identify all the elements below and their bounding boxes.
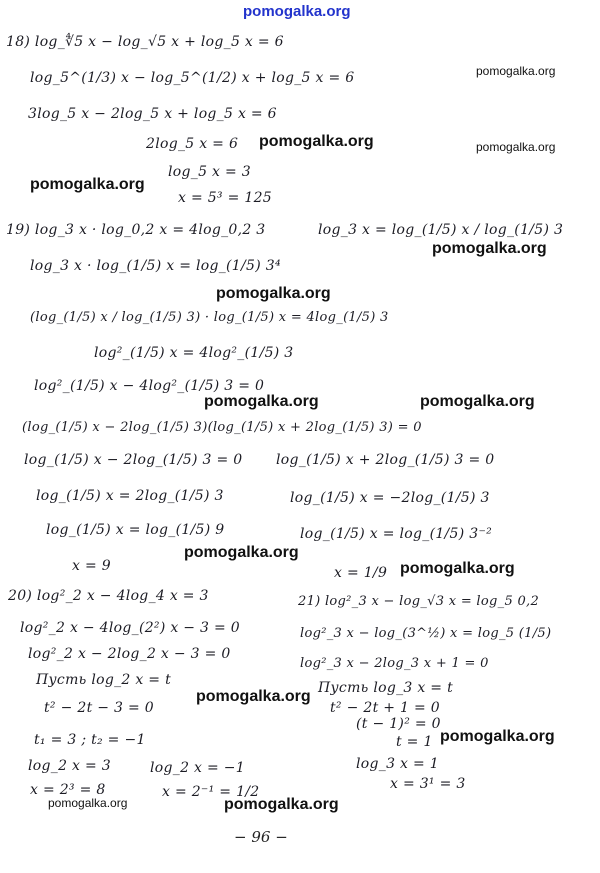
p19-right-1: log_(1/5) x + 2log_(1/5) 3 = 0 (276, 452, 495, 468)
p21-line-8: log_3 x = 1 (356, 756, 439, 772)
watermark: pomogalka.org (48, 796, 128, 810)
p20-right-1: log_2 x = −1 (150, 760, 245, 776)
p21-line-6: (t − 1)² = 0 (356, 716, 441, 732)
p18-line-3: 3log_5 x − 2log_5 x + log_5 x = 6 (28, 106, 277, 122)
p18-line-1: 18) log_∜5 x − log_√5 x + log_5 x = 6 (6, 34, 284, 50)
p19-left-4: x = 9 (72, 558, 111, 574)
watermark: pomogalka.org (224, 796, 339, 813)
p20-line-7: log_2 x = 3 (28, 758, 111, 774)
p19-right-4: x = 1/9 (334, 565, 388, 581)
p21-line-3: log²_3 x − 2log_3 x + 1 = 0 (300, 656, 489, 671)
watermark: pomogalka.org (420, 393, 535, 410)
p19-right-3: log_(1/5) x = log_(1/5) 3⁻² (300, 526, 493, 542)
p19-line-4: log²_(1/5) x = 4log²_(1/5) 3 (94, 345, 294, 361)
p20-line-2: log²_2 x − 4log_(2²) x − 3 = 0 (20, 620, 241, 636)
p21-line-4: Пусть log_3 x = t (318, 680, 453, 696)
watermark: pomogalka.org (432, 240, 547, 257)
p19-left-2: log_(1/5) x = 2log_(1/5) 3 (36, 488, 224, 504)
p18-line-6: x = 5³ = 125 (178, 190, 272, 206)
p20-line-4: Пусть log_2 x = t (36, 672, 171, 688)
watermark: pomogalka.org (184, 544, 299, 561)
p18-line-4: 2log_5 x = 6 (146, 136, 239, 152)
p20-line-8: x = 2³ = 8 (30, 782, 106, 798)
p21-line-2: log²_3 x − log_(3^½) x = log_5 (1/5) (300, 626, 552, 641)
p21-line-7: t = 1 (396, 734, 433, 750)
p20-line-6: t₁ = 3 ; t₂ = −1 (34, 732, 146, 748)
watermark: pomogalka.org (216, 285, 331, 302)
p18-line-2: log_5^(1/3) x − log_5^(1/2) x + log_5 x = 6 (30, 70, 355, 86)
p21-line-5: t² − 2t + 1 = 0 (330, 700, 440, 716)
p21-line-1: 21) log²_3 x − log_√3 x = log_5 0,2 (298, 594, 540, 609)
p21-line-9: x = 3¹ = 3 (390, 776, 466, 792)
p19-left-1: log_(1/5) x − 2log_(1/5) 3 = 0 (24, 452, 243, 468)
p19-right-2: log_(1/5) x = −2log_(1/5) 3 (290, 490, 490, 506)
p19-line-2: log_3 x · log_(1/5) x = log_(1/5) 3⁴ (30, 258, 281, 274)
p19-left-3: log_(1/5) x = log_(1/5) 9 (46, 522, 225, 538)
header-watermark-link[interactable]: pomogalka.org (243, 3, 351, 20)
page-number: − 96 − (234, 828, 288, 846)
watermark: pomogalka.org (440, 728, 555, 745)
watermark: pomogalka.org (476, 64, 556, 78)
p20-line-3: log²_2 x − 2log_2 x − 3 = 0 (28, 646, 231, 662)
watermark: pomogalka.org (259, 133, 374, 150)
p18-line-5: log_5 x = 3 (168, 164, 251, 180)
watermark: pomogalka.org (400, 560, 515, 577)
p20-line-5: t² − 2t − 3 = 0 (44, 700, 154, 716)
watermark: pomogalka.org (196, 688, 311, 705)
p19-side-note: log_3 x = log_(1/5) x / log_(1/5) 3 (318, 222, 564, 238)
watermark: pomogalka.org (204, 393, 319, 410)
p19-line-6: (log_(1/5) x − 2log_(1/5) 3)(log_(1/5) x + 2log_(1/5) 3) = 0 (22, 420, 422, 435)
p20-right-2: x = 2⁻¹ = 1/2 (162, 784, 260, 800)
watermark: pomogalka.org (476, 140, 556, 154)
p19-line-5: log²_(1/5) x − 4log²_(1/5) 3 = 0 (34, 378, 265, 394)
p20-line-1: 20) log²_2 x − 4log_4 x = 3 (8, 588, 209, 604)
p19-line-1: 19) log_3 x · log_0,2 x = 4log_0,2 3 (6, 222, 266, 238)
watermark: pomogalka.org (30, 176, 145, 193)
p19-line-3: (log_(1/5) x / log_(1/5) 3) · log_(1/5) x = 4log_(1/5) 3 (30, 310, 389, 325)
